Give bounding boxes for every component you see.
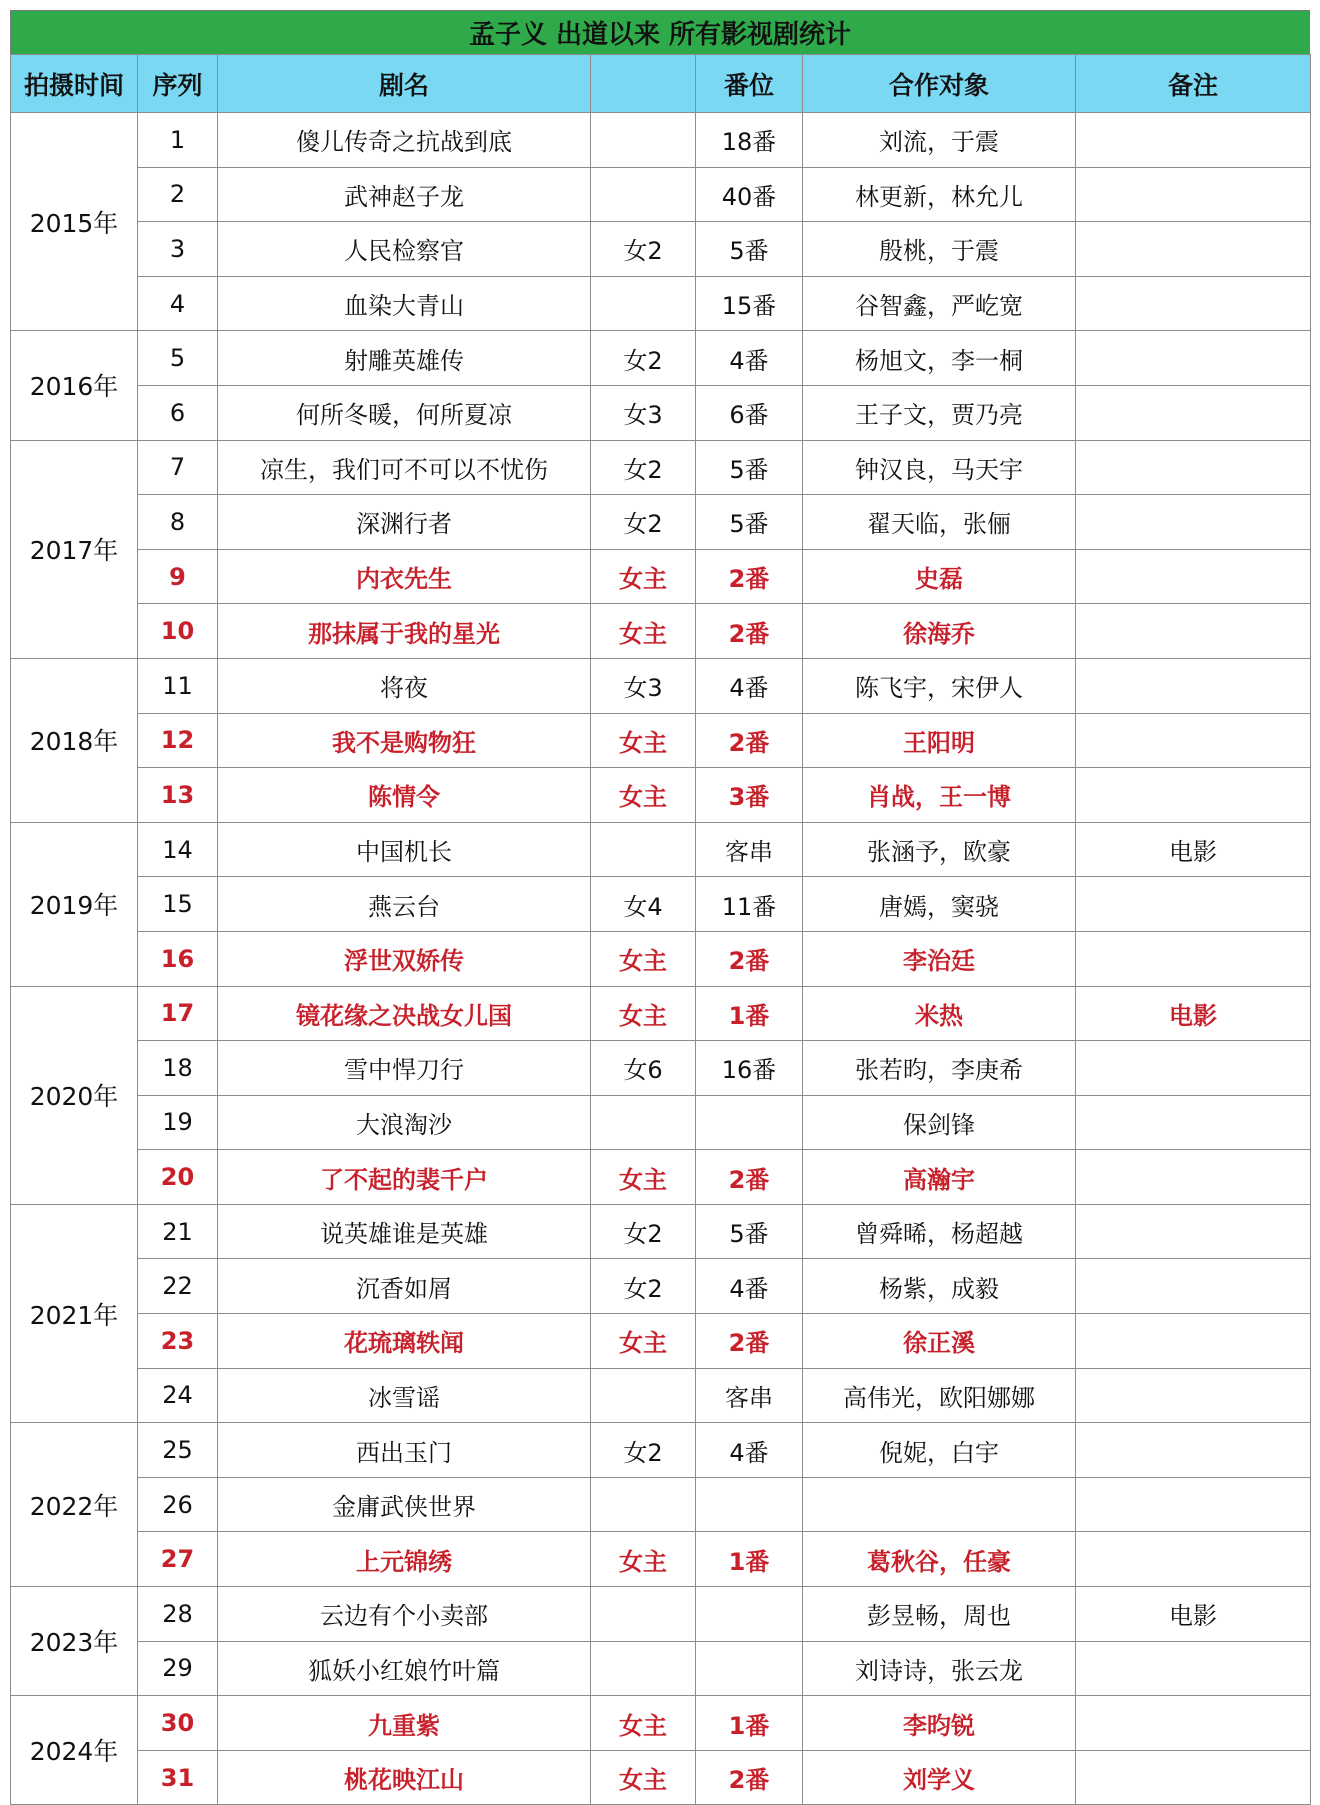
cell-index: 18 — [138, 1041, 218, 1096]
cell-billing: 40番 — [696, 167, 803, 222]
cell-index: 13 — [138, 768, 218, 823]
cell-note — [1076, 1532, 1311, 1587]
cell-index: 1 — [138, 113, 218, 168]
cell-index: 14 — [138, 822, 218, 877]
cell-year: 2016年 — [11, 331, 138, 440]
cell-index: 29 — [138, 1641, 218, 1696]
table-row — [11, 1423, 1311, 1478]
cell-year: 2020年 — [11, 986, 138, 1204]
cell-partners: 米热 — [803, 986, 1076, 1041]
cell-role: 女主 — [591, 931, 696, 986]
cell-title: 了不起的裴千户 — [218, 1150, 591, 1205]
cell-note — [1076, 549, 1311, 604]
cell-billing: 5番 — [696, 222, 803, 277]
cell-billing: 2番 — [696, 713, 803, 768]
table-row — [11, 986, 1311, 1041]
cell-title: 冰雪谣 — [218, 1368, 591, 1423]
cell-role: 女主 — [591, 1150, 696, 1205]
cell-role: 女主 — [591, 1314, 696, 1369]
cell-billing: 4番 — [696, 331, 803, 386]
cell-note — [1076, 167, 1311, 222]
table-row — [11, 1150, 1311, 1205]
cell-note — [1076, 1095, 1311, 1150]
cell-note — [1076, 1423, 1311, 1478]
cell-partners: 钟汉良，马天宇 — [803, 440, 1076, 495]
cell-title: 浮世双娇传 — [218, 931, 591, 986]
cell-partners: 杨旭文，李一桐 — [803, 331, 1076, 386]
cell-index: 25 — [138, 1423, 218, 1478]
cell-partners: 刘诗诗，张云龙 — [803, 1641, 1076, 1696]
cell-index: 15 — [138, 877, 218, 932]
table-row — [11, 113, 1311, 168]
cell-partners: 王子文，贾乃亮 — [803, 385, 1076, 440]
cell-role — [591, 822, 696, 877]
cell-partners: 殷桃，于震 — [803, 222, 1076, 277]
cell-billing: 1番 — [696, 986, 803, 1041]
table-row — [11, 604, 1311, 659]
cell-index: 11 — [138, 658, 218, 713]
cell-partners: 李昀锐 — [803, 1696, 1076, 1751]
cell-billing: 16番 — [696, 1041, 803, 1096]
cell-title: 云边有个小卖部 — [218, 1587, 591, 1642]
cell-title: 人民检察官 — [218, 222, 591, 277]
cell-note — [1076, 440, 1311, 495]
cell-title: 沉香如屑 — [218, 1259, 591, 1314]
cell-partners: 高瀚宇 — [803, 1150, 1076, 1205]
cell-partners: 史磊 — [803, 549, 1076, 604]
cell-billing: 4番 — [696, 1423, 803, 1478]
cell-note: 电影 — [1076, 822, 1311, 877]
cell-index: 10 — [138, 604, 218, 659]
cell-index: 12 — [138, 713, 218, 768]
cell-title: 说英雄谁是英雄 — [218, 1204, 591, 1259]
cell-role: 女3 — [591, 385, 696, 440]
cell-title: 花琉璃轶闻 — [218, 1314, 591, 1369]
cell-index: 5 — [138, 331, 218, 386]
cell-title: 何所冬暖，何所夏凉 — [218, 385, 591, 440]
cell-role: 女主 — [591, 1696, 696, 1751]
cell-note — [1076, 1041, 1311, 1096]
cell-title: 深渊行者 — [218, 495, 591, 550]
cell-role: 女主 — [591, 549, 696, 604]
cell-index: 21 — [138, 1204, 218, 1259]
table-row — [11, 440, 1311, 495]
cell-title: 桃花映江山 — [218, 1750, 591, 1805]
cell-index: 8 — [138, 495, 218, 550]
cell-billing: 15番 — [696, 276, 803, 331]
table-row — [11, 1041, 1311, 1096]
cell-title: 傻儿传奇之抗战到底 — [218, 113, 591, 168]
table-row — [11, 167, 1311, 222]
table-row — [11, 549, 1311, 604]
cell-year: 2017年 — [11, 440, 138, 658]
cell-note — [1076, 1750, 1311, 1805]
cell-role: 女2 — [591, 440, 696, 495]
table-row — [11, 1204, 1311, 1259]
filmography-table — [10, 54, 1311, 1805]
cell-index: 2 — [138, 167, 218, 222]
cell-billing: 2番 — [696, 1750, 803, 1805]
cell-note — [1076, 1314, 1311, 1369]
cell-note — [1076, 222, 1311, 277]
cell-billing — [696, 1641, 803, 1696]
cell-year: 2023年 — [11, 1587, 138, 1696]
cell-title: 血染大青山 — [218, 276, 591, 331]
cell-index: 26 — [138, 1477, 218, 1532]
table-row — [11, 931, 1311, 986]
header-shoot-time: 拍摄时间 — [11, 55, 138, 113]
table-row — [11, 1477, 1311, 1532]
cell-billing: 1番 — [696, 1532, 803, 1587]
table-row — [11, 713, 1311, 768]
cell-title: 陈情令 — [218, 768, 591, 823]
cell-note — [1076, 385, 1311, 440]
cell-role: 女2 — [591, 495, 696, 550]
cell-billing: 1番 — [696, 1696, 803, 1751]
cell-note — [1076, 713, 1311, 768]
table-row — [11, 1368, 1311, 1423]
table-row — [11, 331, 1311, 386]
cell-billing: 2番 — [696, 931, 803, 986]
cell-partners: 彭昱畅，周也 — [803, 1587, 1076, 1642]
header-billing: 番位 — [696, 55, 803, 113]
cell-index: 23 — [138, 1314, 218, 1369]
cell-index: 6 — [138, 385, 218, 440]
cell-index: 19 — [138, 1095, 218, 1150]
cell-index: 28 — [138, 1587, 218, 1642]
spreadsheet — [10, 10, 1310, 1795]
cell-billing: 5番 — [696, 495, 803, 550]
table-row — [11, 1259, 1311, 1314]
cell-partners: 翟天临，张俪 — [803, 495, 1076, 550]
cell-role: 女主 — [591, 1750, 696, 1805]
cell-title: 上元锦绣 — [218, 1532, 591, 1587]
cell-billing: 5番 — [696, 1204, 803, 1259]
cell-title: 西出玉门 — [218, 1423, 591, 1478]
cell-partners: 刘学义 — [803, 1750, 1076, 1805]
header-role — [591, 55, 696, 113]
cell-title: 我不是购物狂 — [218, 713, 591, 768]
cell-note — [1076, 658, 1311, 713]
cell-year: 2022年 — [11, 1423, 138, 1587]
cell-note — [1076, 1150, 1311, 1205]
cell-partners: 王阳明 — [803, 713, 1076, 768]
cell-partners: 陈飞宇，宋伊人 — [803, 658, 1076, 713]
cell-note — [1076, 113, 1311, 168]
table-row — [11, 1750, 1311, 1805]
cell-billing: 6番 — [696, 385, 803, 440]
table-row — [11, 822, 1311, 877]
cell-billing: 客串 — [696, 822, 803, 877]
cell-partners: 杨紫，成毅 — [803, 1259, 1076, 1314]
header-title: 剧名 — [218, 55, 591, 113]
cell-billing: 2番 — [696, 549, 803, 604]
cell-billing: 11番 — [696, 877, 803, 932]
cell-index: 22 — [138, 1259, 218, 1314]
cell-index: 24 — [138, 1368, 218, 1423]
cell-title: 中国机长 — [218, 822, 591, 877]
cell-role — [591, 276, 696, 331]
cell-partners — [803, 1477, 1076, 1532]
cell-role: 女主 — [591, 768, 696, 823]
cell-title: 狐妖小红娘竹叶篇 — [218, 1641, 591, 1696]
cell-index: 17 — [138, 986, 218, 1041]
cell-title: 燕云台 — [218, 877, 591, 932]
cell-partners: 刘流，于震 — [803, 113, 1076, 168]
cell-title: 大浪淘沙 — [218, 1095, 591, 1150]
cell-note — [1076, 604, 1311, 659]
cell-billing: 5番 — [696, 440, 803, 495]
cell-note: 电影 — [1076, 986, 1311, 1041]
cell-index: 16 — [138, 931, 218, 986]
cell-index: 9 — [138, 549, 218, 604]
cell-year: 2024年 — [11, 1696, 138, 1805]
cell-note — [1076, 931, 1311, 986]
cell-year: 2019年 — [11, 822, 138, 986]
cell-partners: 徐海乔 — [803, 604, 1076, 659]
table-title: 孟子义 出道以来 所有影视剧统计 — [10, 10, 1310, 54]
cell-role — [591, 1641, 696, 1696]
cell-index: 3 — [138, 222, 218, 277]
cell-partners: 倪妮，白宇 — [803, 1423, 1076, 1478]
cell-role: 女2 — [591, 1259, 696, 1314]
cell-note — [1076, 877, 1311, 932]
cell-note — [1076, 276, 1311, 331]
cell-role — [591, 1095, 696, 1150]
table-row — [11, 658, 1311, 713]
cell-title: 那抹属于我的星光 — [218, 604, 591, 659]
cell-partners: 徐正溪 — [803, 1314, 1076, 1369]
table-row — [11, 1095, 1311, 1150]
cell-billing: 3番 — [696, 768, 803, 823]
cell-index: 27 — [138, 1532, 218, 1587]
cell-partners: 肖战，王一博 — [803, 768, 1076, 823]
cell-title: 射雕英雄传 — [218, 331, 591, 386]
cell-billing: 18番 — [696, 113, 803, 168]
cell-role: 女2 — [591, 1423, 696, 1478]
cell-billing — [696, 1587, 803, 1642]
cell-role — [591, 1368, 696, 1423]
cell-role: 女主 — [591, 1532, 696, 1587]
cell-billing: 4番 — [696, 658, 803, 713]
cell-title: 内衣先生 — [218, 549, 591, 604]
cell-index: 30 — [138, 1696, 218, 1751]
cell-note — [1076, 1204, 1311, 1259]
header-row — [11, 55, 1311, 113]
cell-year: 2018年 — [11, 658, 138, 822]
header-note: 备注 — [1076, 55, 1311, 113]
cell-role: 女3 — [591, 658, 696, 713]
table-row — [11, 877, 1311, 932]
table-row — [11, 768, 1311, 823]
table-body — [11, 113, 1311, 1805]
cell-title: 凉生，我们可不可以不忧伤 — [218, 440, 591, 495]
cell-billing — [696, 1095, 803, 1150]
cell-note — [1076, 768, 1311, 823]
cell-billing — [696, 1477, 803, 1532]
cell-role: 女6 — [591, 1041, 696, 1096]
cell-partners: 张若昀，李庚希 — [803, 1041, 1076, 1096]
cell-partners: 唐嫣，窦骁 — [803, 877, 1076, 932]
cell-role: 女2 — [591, 331, 696, 386]
cell-partners: 李治廷 — [803, 931, 1076, 986]
cell-index: 31 — [138, 1750, 218, 1805]
cell-index: 7 — [138, 440, 218, 495]
cell-year: 2021年 — [11, 1204, 138, 1422]
cell-partners: 谷智鑫，严屹宽 — [803, 276, 1076, 331]
cell-role — [591, 167, 696, 222]
table-row — [11, 222, 1311, 277]
cell-billing: 4番 — [696, 1259, 803, 1314]
cell-index: 4 — [138, 276, 218, 331]
cell-partners: 葛秋谷，任豪 — [803, 1532, 1076, 1587]
cell-role: 女4 — [591, 877, 696, 932]
cell-role: 女主 — [591, 986, 696, 1041]
cell-note — [1076, 1259, 1311, 1314]
cell-billing: 2番 — [696, 604, 803, 659]
table-row — [11, 495, 1311, 550]
cell-note — [1076, 331, 1311, 386]
cell-title: 九重紫 — [218, 1696, 591, 1751]
cell-note — [1076, 1696, 1311, 1751]
cell-role — [591, 113, 696, 168]
cell-index: 20 — [138, 1150, 218, 1205]
cell-billing: 2番 — [696, 1150, 803, 1205]
cell-partners: 高伟光，欧阳娜娜 — [803, 1368, 1076, 1423]
table-row — [11, 1532, 1311, 1587]
table-row — [11, 1587, 1311, 1642]
cell-title: 金庸武侠世界 — [218, 1477, 591, 1532]
cell-partners: 张涵予，欧豪 — [803, 822, 1076, 877]
header-partners: 合作对象 — [803, 55, 1076, 113]
table-row — [11, 1696, 1311, 1751]
cell-note: 电影 — [1076, 1587, 1311, 1642]
cell-note — [1076, 495, 1311, 550]
cell-year: 2015年 — [11, 113, 138, 331]
cell-billing: 2番 — [696, 1314, 803, 1369]
cell-role — [591, 1477, 696, 1532]
cell-role: 女主 — [591, 713, 696, 768]
table-row — [11, 1314, 1311, 1369]
cell-note — [1076, 1641, 1311, 1696]
cell-title: 将夜 — [218, 658, 591, 713]
cell-role: 女2 — [591, 1204, 696, 1259]
header-index: 序列 — [138, 55, 218, 113]
cell-title: 武神赵子龙 — [218, 167, 591, 222]
cell-note — [1076, 1368, 1311, 1423]
cell-role: 女主 — [591, 604, 696, 659]
cell-title: 镜花缘之决战女儿国 — [218, 986, 591, 1041]
table-row — [11, 385, 1311, 440]
cell-role — [591, 1587, 696, 1642]
cell-partners: 林更新，林允儿 — [803, 167, 1076, 222]
table-row — [11, 276, 1311, 331]
cell-title: 雪中悍刀行 — [218, 1041, 591, 1096]
cell-role: 女2 — [591, 222, 696, 277]
cell-billing: 客串 — [696, 1368, 803, 1423]
cell-partners: 保剑锋 — [803, 1095, 1076, 1150]
cell-note — [1076, 1477, 1311, 1532]
cell-partners: 曾舜晞，杨超越 — [803, 1204, 1076, 1259]
table-row — [11, 1641, 1311, 1696]
